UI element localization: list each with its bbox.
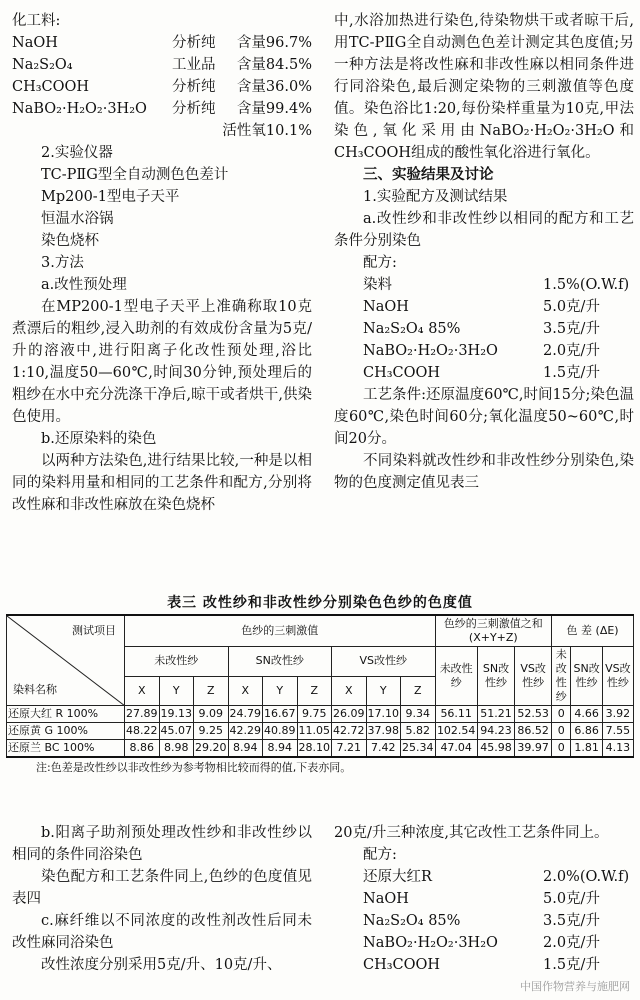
formula-name: 还原大红R — [363, 869, 432, 885]
subsection-b: b.阳离子助剂预处理改性纱和非改性纱以相同的条件同浴染色 — [12, 825, 312, 863]
dyeing-title: b.还原染料的染色 — [41, 431, 157, 447]
formula-label: 配方: — [363, 255, 397, 271]
section-title: 三、实验结果及讨论 — [363, 166, 494, 183]
formula-amount: 5.0克/升 — [543, 299, 600, 315]
dye-name-cell: 还原大红 R 100% — [7, 706, 125, 723]
value-cell: 19.13 — [159, 706, 194, 723]
bottom-left-column — [12, 822, 312, 976]
sum-col-header: SN改性纱 — [477, 647, 514, 706]
corner-bottom-label: 染料名称 — [13, 683, 57, 696]
value-cell: 94.23 — [477, 723, 514, 740]
value-cell: 1.81 — [571, 740, 602, 758]
value-cell: 45.07 — [159, 723, 194, 740]
xyz-header: X — [332, 676, 367, 706]
value-cell: 0 — [552, 740, 571, 758]
formula-row — [334, 954, 634, 976]
xyz-header: Z — [297, 676, 332, 706]
formula-amount: 1.5克/升 — [543, 365, 600, 381]
formula-row — [334, 888, 634, 910]
value-cell: 26.09 — [332, 706, 367, 723]
value-cell: 29.20 — [194, 740, 229, 758]
process-conditions: 工艺条件:还原温度60℃,时间15分;染色温度60℃,染色时间60分;氧化温度50~60℃,时间20分。 — [334, 387, 634, 447]
formula-row — [334, 340, 634, 362]
value-cell: 45.98 — [477, 740, 514, 758]
formula-amount: 2.0%(O.W.f) — [543, 869, 630, 885]
value-cell: 51.21 — [477, 706, 514, 723]
table-note: 注:色差是改性纱以非改性纱为参考物相比较而得的值,下表亦同。 — [36, 761, 352, 774]
value-cell: 4.13 — [602, 740, 633, 758]
value-cell: 16.67 — [263, 706, 298, 723]
value-cell: 102.54 — [435, 723, 477, 740]
table-corner-cell — [7, 615, 125, 706]
group-header-sum: 色纱的三刺激值之和 (X+Y+Z) — [435, 615, 552, 647]
value-cell: 9.25 — [194, 723, 229, 740]
value-cell: 0 — [552, 723, 571, 740]
method-title: 3.方法 — [41, 255, 84, 271]
formula-label: 配方: — [363, 847, 397, 863]
subsection-title: 1.实验配方及测试结果 — [363, 189, 508, 205]
formula-amount: 2.0克/升 — [543, 343, 600, 359]
formula-amount: 2.0克/升 — [543, 935, 600, 951]
chem-grade: 工业品 — [172, 57, 216, 73]
xyz-header: Z — [194, 676, 229, 706]
value-cell: 25.34 — [401, 740, 436, 758]
value-cell: 27.89 — [125, 706, 160, 723]
formula-name: NaBO₂·H₂O₂·3H₂O — [363, 935, 498, 951]
pretreatment-title: a.改性预处理 — [41, 277, 127, 293]
chem-grade: 分析纯 — [172, 79, 216, 95]
group-header-delta: 色 差 (ΔE) — [552, 615, 634, 647]
formula-name: NaOH — [363, 891, 409, 907]
table-row — [7, 723, 634, 740]
dyeing-text: 以两种方法染色,进行结果比较,一种是以相同的染料用量和相同的工艺条件和配方,分别将改性麻和非改性麻放在染色烧杯 — [12, 453, 312, 513]
xyz-header: X — [228, 676, 263, 706]
chem-name: Na₂S₂O₄ — [12, 57, 73, 73]
value-cell: 86.52 — [515, 723, 552, 740]
instrument-item: 恒温水浴锅 — [41, 211, 114, 227]
value-cell: 40.89 — [263, 723, 298, 740]
value-cell: 39.97 — [515, 740, 552, 758]
value-cell: 7.42 — [366, 740, 401, 758]
value-cell: 8.98 — [159, 740, 194, 758]
chromaticity-table — [6, 614, 634, 758]
value-cell: 11.05 — [297, 723, 332, 740]
dye-name-cell: 还原兰 BC 100% — [7, 740, 125, 758]
formula-row — [334, 296, 634, 318]
value-cell: 5.82 — [401, 723, 436, 740]
table-title: 表三 改性纱和非改性纱分别染色色纱的色度值 — [167, 595, 473, 611]
group-header-tristimulus: 色纱的三刺激值 — [125, 615, 436, 647]
value-cell: 8.86 — [125, 740, 160, 758]
value-cell: 9.34 — [401, 706, 436, 723]
chem-content: 含量99.4% — [236, 101, 312, 117]
delta-col-header: SN改性纱 — [571, 647, 602, 706]
instrument-item: TC-PⅡG型全自动测色色差计 — [41, 167, 229, 183]
right-column — [334, 10, 634, 494]
subsection-c: c.麻纤维以不同浓度的改性剂改性后同未改性麻同浴染色 — [12, 913, 312, 951]
dye-name-cell: 还原黄 G 100% — [7, 723, 125, 740]
sum-col-header: 未改性纱 — [435, 647, 477, 706]
formula-row — [334, 910, 634, 932]
value-cell: 47.04 — [435, 740, 477, 758]
xyz-header: Y — [366, 676, 401, 706]
chem-name: NaOH — [12, 35, 58, 51]
subheader-vs: VS改性纱 — [332, 647, 436, 677]
xyz-header: X — [125, 676, 160, 706]
delta-col-header: 未改性纱 — [552, 647, 571, 706]
formula-name: NaOH — [363, 299, 409, 315]
result-text: 不同染料就改性纱和非改性纱分别染色,染物的色度测定值见表三 — [334, 453, 634, 491]
formula-amount: 3.5克/升 — [543, 913, 600, 929]
pretreatment-text: 在MP200-1型电子天平上准确称取10克煮漂后的粗纱,浸入助剂的有效成份含量为5克/升的溶液中,进行阳离子化改性预处理,浴比1:10,温度50—60℃,时间30分钟,预处理后的粗纱在水中充分洗涤干净后,晾干或者烘干,供染色使用。 — [12, 299, 312, 425]
subsection-a: a.改性纱和非改性纱以相同的配方和工艺条件分别染色 — [334, 211, 634, 249]
formula-row — [334, 318, 634, 340]
chem-content: 含量96.7% — [236, 35, 312, 51]
sum-col-header: VS改性纱 — [515, 647, 552, 706]
value-cell: 8.94 — [263, 740, 298, 758]
subheader-unmodified: 未改性纱 — [125, 647, 229, 677]
formula-name: Na₂S₂O₄ 85% — [363, 913, 461, 929]
active-oxygen-row — [12, 120, 312, 142]
xyz-header: Y — [263, 676, 298, 706]
formula-name: NaBO₂·H₂O₂·3H₂O — [363, 343, 498, 359]
concentration-text: 20克/升三种浓度,其它改性工艺条件同上。 — [334, 825, 609, 841]
instrument-item: 染色烧杯 — [41, 233, 99, 249]
subsection-b-text: 染色配方和工艺条件同上,色纱的色度值见表四 — [12, 869, 312, 907]
xyz-header: Y — [159, 676, 194, 706]
value-cell: 42.72 — [332, 723, 367, 740]
chem-title: 化工料: — [12, 13, 61, 29]
table-row — [7, 740, 634, 758]
formula-amount: 1.5%(O.W.f) — [543, 277, 630, 293]
value-cell: 6.86 — [571, 723, 602, 740]
formula-name: Na₂S₂O₄ 85% — [363, 321, 461, 337]
value-cell: 52.53 — [515, 706, 552, 723]
corner-top-label: 测试项目 — [72, 624, 116, 637]
value-cell: 24.79 — [228, 706, 263, 723]
active-oxygen: 活性氧10.1% — [222, 123, 312, 139]
table-body — [7, 706, 634, 758]
table-three — [6, 592, 634, 778]
watermark: 中国作物营养与施肥网 — [520, 980, 630, 993]
value-cell: 37.98 — [366, 723, 401, 740]
value-cell: 56.11 — [435, 706, 477, 723]
value-cell: 7.55 — [602, 723, 633, 740]
formula-row — [334, 362, 634, 384]
table-row — [7, 706, 634, 723]
formula-row — [334, 932, 634, 954]
bottom-right-column — [334, 822, 634, 976]
xyz-header: Z — [401, 676, 436, 706]
value-cell: 7.21 — [332, 740, 367, 758]
value-cell: 48.22 — [125, 723, 160, 740]
chem-name: CH₃COOH — [12, 79, 90, 95]
left-column — [12, 10, 312, 516]
chem-content: 含量36.0% — [236, 79, 312, 95]
value-cell: 42.29 — [228, 723, 263, 740]
value-cell: 28.10 — [297, 740, 332, 758]
chem-content: 含量84.5% — [236, 57, 312, 73]
subheader-sn: SN改性纱 — [228, 647, 332, 677]
chem-row — [12, 32, 312, 54]
value-cell: 9.75 — [297, 706, 332, 723]
continued-text: 中,水浴加热进行染色,待染物烘干或者晾干后,用TC-PⅡG全自动测色色差计测定其色度值;另一种方法是将改性麻和非改性麻以相同条件进行同浴染色,最后测定染物的三刺激值等色度值。染色浴比1:20,每份染样重量为10克,甲法染色,氧化采用由NaBO₂·H₂O₂·3H₂O和CH₃COOH组成的酸性氧化浴进行氧化。 — [334, 13, 634, 161]
formula-row — [334, 274, 634, 296]
delta-col-header: VS改性纱 — [602, 647, 633, 706]
formula-name: CH₃COOH — [363, 365, 441, 381]
instruments-title: 2.实验仪器 — [41, 145, 113, 161]
chem-row — [12, 54, 312, 76]
value-cell: 4.66 — [571, 706, 602, 723]
formula-name: CH₃COOH — [363, 957, 441, 973]
formula-amount: 3.5克/升 — [543, 321, 600, 337]
value-cell: 9.09 — [194, 706, 229, 723]
value-cell: 8.94 — [228, 740, 263, 758]
subsection-c-text: 改性浓度分别采用5克/升、10克/升、 — [41, 957, 282, 973]
value-cell: 3.92 — [602, 706, 633, 723]
chem-name: NaBO₂·H₂O₂·3H₂O — [12, 101, 147, 117]
formula-amount: 1.5克/升 — [543, 957, 600, 973]
formula-row — [334, 866, 634, 888]
formula-amount: 5.0克/升 — [543, 891, 600, 907]
chem-grade: 分析纯 — [172, 101, 216, 117]
chem-row — [12, 76, 312, 98]
value-cell: 17.10 — [366, 706, 401, 723]
chem-row — [12, 98, 312, 120]
chem-grade: 分析纯 — [172, 35, 216, 51]
formula-name: 染料 — [363, 277, 392, 293]
instrument-item: Mp200-1型电子天平 — [41, 189, 180, 205]
value-cell: 0 — [552, 706, 571, 723]
